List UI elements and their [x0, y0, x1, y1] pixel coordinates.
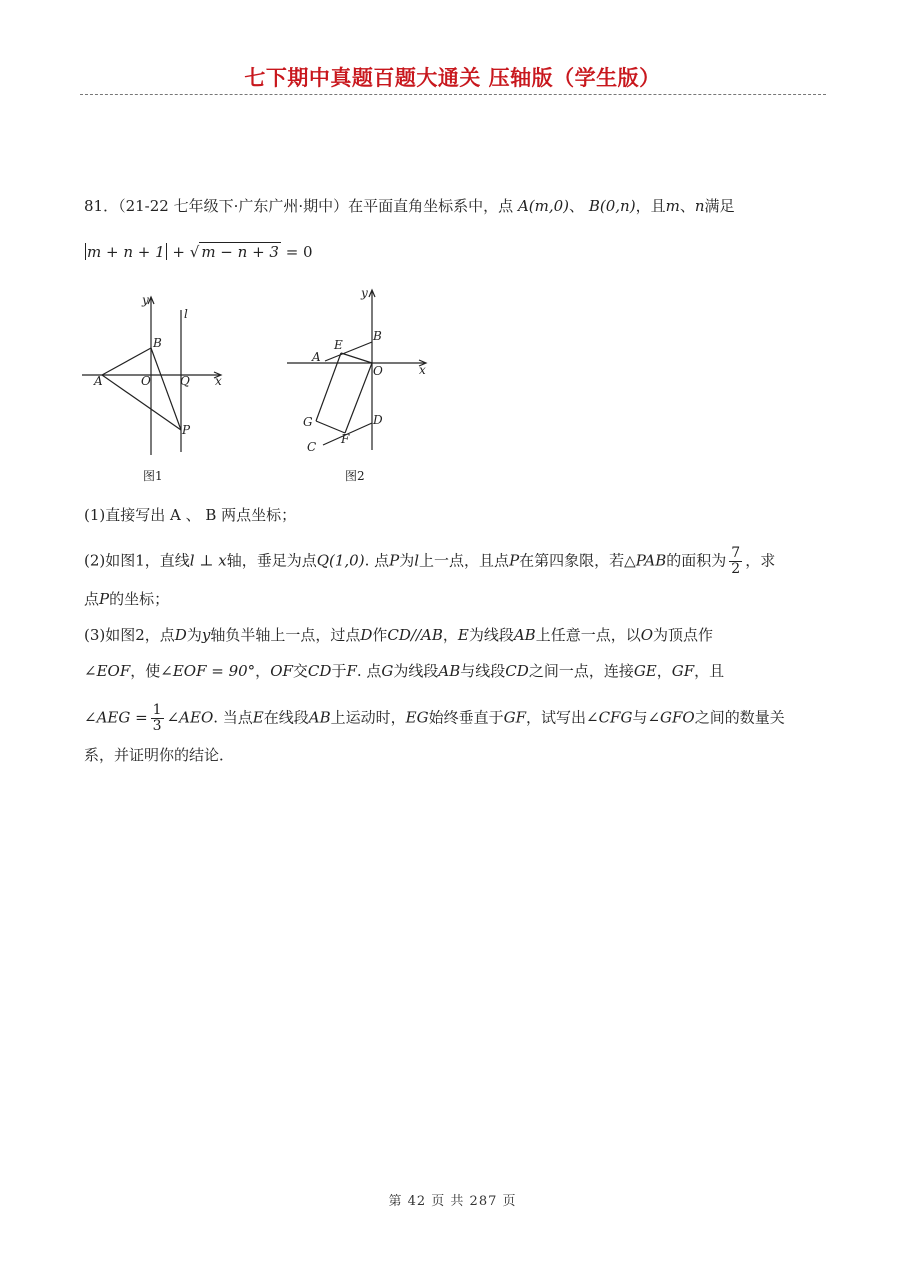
math-expr: E [457, 626, 469, 644]
part-2-text: ，求 [745, 551, 776, 570]
part-3-text: 之间的数量关 [694, 708, 785, 727]
math-expr: D [360, 626, 373, 644]
fig2-segment-ab [325, 342, 372, 361]
part-3-text: 与线段 [460, 662, 506, 680]
math-expr: CD//AB [387, 626, 443, 644]
math-expr: y [201, 626, 211, 644]
header-divider [80, 94, 826, 95]
part-1-question [84, 505, 296, 525]
fig2-label-g: G [303, 415, 313, 429]
part-3-question-line1 [84, 625, 713, 645]
math-expr: l ⊥ x [189, 551, 227, 570]
figure-1 [80, 290, 240, 490]
math-expr: D [174, 626, 187, 644]
fig1-caption: 图1 [143, 469, 163, 483]
math-expr: AB [513, 626, 536, 644]
part-1-text: (1)直接写出 A 、 B 两点坐标； [84, 506, 297, 524]
part-3-text: 系，并证明你的结论． [84, 746, 235, 764]
part-3-text: 上任意一点，以 [535, 626, 641, 644]
math-expr: △PAB [624, 551, 667, 570]
page-header-title: 七下期中真题百题大通关 压轴版（学生版） [244, 66, 661, 90]
math-expr: ∠EOF = 90° [160, 662, 256, 680]
part-3-text: ，试写出 [525, 708, 586, 727]
page-footer: 第 42 页 共 287 页 [388, 1194, 517, 1209]
part-3-text: ， [442, 626, 458, 644]
fig1-label-b: B [153, 336, 162, 350]
part-3-text: ，且 [694, 662, 725, 680]
figure-2 [285, 285, 445, 490]
part-2-text: . 点 [364, 551, 390, 570]
fig2-label-a: A [312, 350, 321, 364]
math-expr: P [389, 551, 400, 570]
part-2-text: 轴，垂足为点 [226, 551, 317, 570]
part-2-question [84, 546, 775, 577]
fig1-label-l: l [184, 307, 188, 321]
fig2-label-b: B [373, 329, 382, 343]
part-2-text: (2)如图1，直线 [84, 551, 190, 570]
part-3-question-line3 [84, 703, 785, 734]
part-2-question-cont [84, 589, 169, 609]
math-expr: ∠AEG = [84, 708, 148, 727]
fig1-label-o: O [141, 374, 151, 388]
var-m: m [665, 197, 680, 215]
fig2-label-f: F [341, 432, 350, 446]
part-2-text: 为 [399, 551, 415, 570]
operator: + [167, 243, 190, 261]
part-3-text: 为 [186, 626, 202, 644]
fig2-label-e: E [334, 338, 343, 352]
fig1-segment-ab [102, 348, 151, 375]
fig1-label-y: y [142, 293, 149, 307]
math-expr: E [252, 708, 264, 727]
part-3-question-line4 [84, 745, 234, 765]
part-2-text: 上一点，且点 [419, 551, 510, 570]
part-3-text: 为顶点作 [653, 626, 714, 644]
problem-source: （21-22 七年级下·广东广州·期中） [118, 197, 349, 215]
separator: 、 [679, 197, 695, 215]
equals-zero: = 0 [280, 243, 313, 261]
math-expr: CD [505, 662, 529, 680]
part-3-question-line2 [84, 661, 724, 681]
part-3-text: 于 [331, 662, 347, 680]
part-3-text: ， [656, 662, 672, 680]
fig2-label-x: x [419, 363, 426, 377]
part-3-text: 轴负半轴上一点，过点 [210, 626, 361, 644]
part-3-text: 始终垂直于 [428, 708, 504, 727]
point-b-label: B [588, 197, 600, 215]
math-expr: P [509, 551, 520, 570]
problem-text: 在平面直角坐标系中，点 [348, 197, 514, 215]
fig1-label-x: x [215, 374, 222, 388]
problem-intro-line [84, 196, 735, 216]
part-3-text: ， [255, 662, 271, 680]
var-n: n [694, 197, 705, 215]
math-expr: GE [633, 662, 657, 680]
part-3-text: 为线段 [393, 662, 439, 680]
math-expr: GF [503, 708, 526, 727]
sqrt-expression: m − n + 3 [201, 243, 279, 261]
fig1-segment-bp [151, 348, 181, 430]
part-3-text: ，使 [130, 662, 161, 680]
math-expr: P [99, 590, 110, 608]
math-expr: CD [307, 662, 332, 680]
part-3-text: 作 [372, 626, 388, 644]
fig2-label-d: D [373, 413, 383, 427]
fig1-label-q: Q [180, 374, 190, 388]
math-expr: ∠GFO [647, 708, 695, 727]
part-2-text: 在第四象限，若 [519, 551, 625, 570]
math-expr: l [414, 551, 420, 570]
part-3-text: 上运动时， [330, 708, 406, 727]
fig1-label-a: A [94, 374, 103, 388]
fig2-segment-of [345, 363, 372, 433]
part-2-text: 点 [84, 590, 100, 608]
fig1-label-p: P [182, 423, 191, 437]
fig2-caption: 图2 [345, 469, 365, 483]
fig2-segment-eo [341, 353, 372, 363]
math-expr: ∠CFG [586, 708, 633, 727]
math-expr: O [640, 626, 654, 644]
problem-text: 满足 [704, 197, 735, 215]
abs-expression: m + n + 1 [87, 243, 165, 261]
math-expr: GF [671, 662, 695, 680]
math-expr: AB [438, 662, 461, 680]
point-a-coord: (m,0) [528, 197, 570, 215]
part-2-text: 的坐标； [109, 590, 170, 608]
part-2-text: 的面积为 [666, 551, 727, 570]
part-3-text: 为线段 [468, 626, 514, 644]
fig2-label-o: O [373, 364, 383, 378]
part-3-text: (3)如图2，点 [84, 626, 175, 644]
fraction-7-2: $\frac{7}{2}$ [731, 545, 741, 577]
fraction-1-3: $\frac{1}{3}$ [152, 702, 162, 734]
part-3-text: 在线段 [263, 708, 309, 727]
point-b-coord: (0,n) [599, 197, 636, 215]
math-expr: Q(1,0) [316, 551, 365, 570]
math-expr: G [381, 662, 394, 680]
part-3-text: 之间一点，连接 [528, 662, 634, 680]
fig2-label-y: y [361, 286, 368, 300]
part-3-text: . 当点 [213, 708, 253, 727]
math-expr: ∠EOF [84, 662, 131, 680]
math-expr: AB [308, 708, 331, 727]
problem-text: ，且 [635, 197, 666, 215]
condition-equation: m + n + 1 + √ m − n + 3 = 0 [87, 243, 313, 261]
part-3-text: 与 [632, 708, 648, 727]
problem-number: 81． [84, 197, 119, 215]
point-a-label: A [517, 197, 529, 215]
math-expr: OF [270, 662, 293, 680]
fig2-label-c: C [307, 440, 317, 454]
part-3-text: . 点 [356, 662, 382, 680]
part-3-text: 交 [292, 662, 308, 680]
math-expr: EG [405, 708, 429, 727]
separator: 、 [569, 197, 585, 215]
math-expr: ∠AEO [166, 708, 214, 727]
math-expr: F [346, 662, 357, 680]
